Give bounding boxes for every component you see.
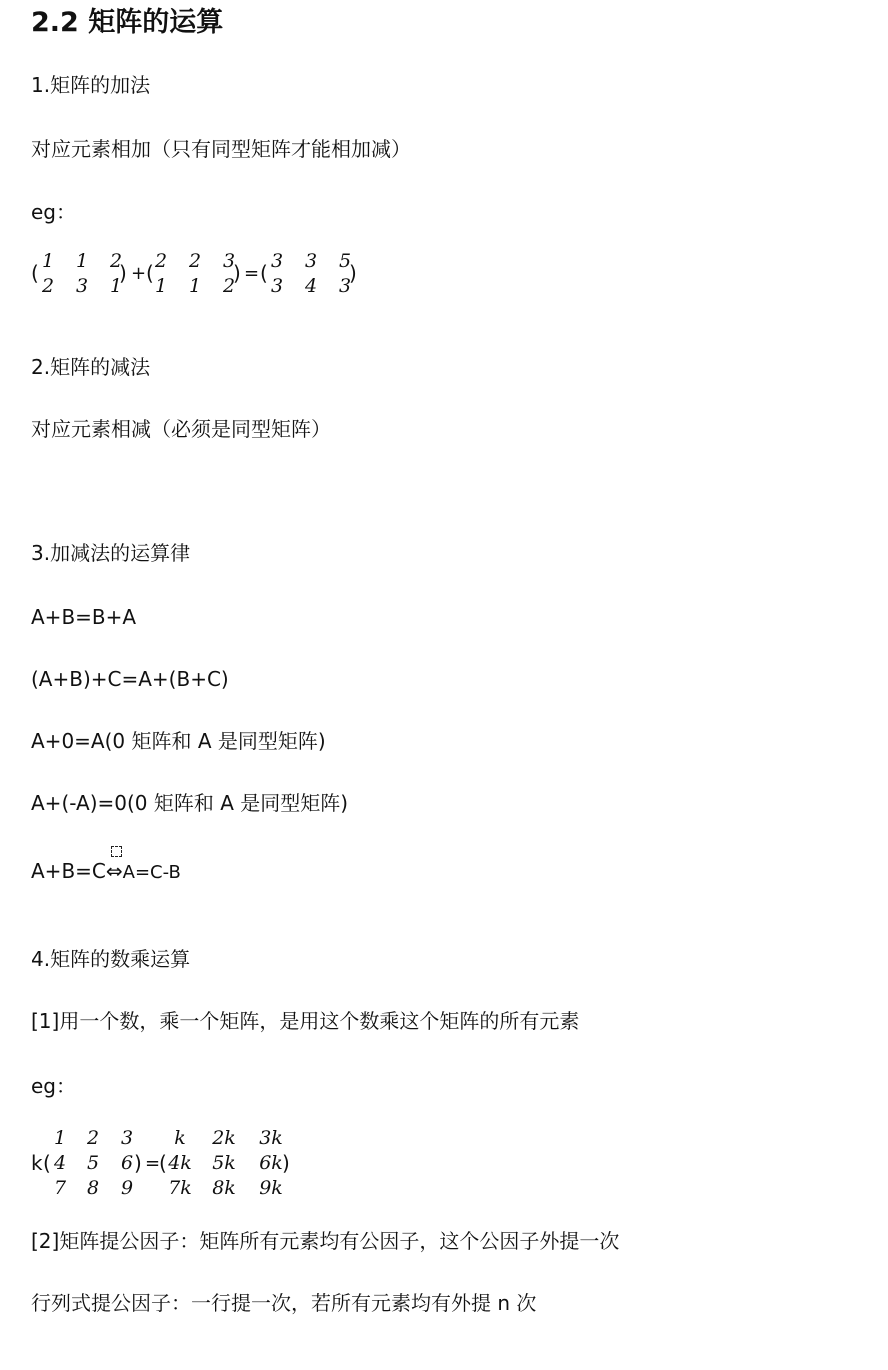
equals-sign: = bbox=[145, 1153, 161, 1174]
rule-associative: (A+B)+C=A+(B+C) bbox=[31, 667, 229, 691]
close-paren: ) bbox=[233, 261, 241, 285]
matrix-a-cell: 1 bbox=[41, 250, 55, 272]
matrix-b-cell: 3 bbox=[222, 250, 236, 272]
rule-commutative: A+B=B+A bbox=[31, 605, 137, 629]
rule-equivalence bbox=[31, 858, 181, 886]
rule-equivalence-left: A+B=C bbox=[31, 859, 106, 883]
matrix-c-cell: 3 bbox=[270, 250, 284, 272]
open-paren: ( bbox=[31, 261, 39, 285]
right-matrix-cell: 6k bbox=[259, 1152, 283, 1174]
rule-negative-matrix: A+(-A)=0(0 矩阵和 A 是同型矩阵) bbox=[31, 791, 349, 815]
close-paren: ) bbox=[134, 1151, 142, 1175]
matrix-a-cell: 1 bbox=[75, 250, 89, 272]
left-matrix-cell: 4 bbox=[53, 1152, 67, 1174]
matrix-b-cell: 2 bbox=[222, 275, 236, 297]
rule-zero-matrix: A+0=A(0 矩阵和 A 是同型矩阵) bbox=[31, 729, 326, 753]
close-paren: ) bbox=[349, 261, 357, 285]
left-matrix-cell: 6 bbox=[120, 1152, 134, 1174]
matrix-b-cell: 1 bbox=[154, 275, 168, 297]
matrix-a-cell: 2 bbox=[41, 275, 55, 297]
open-paren: ( bbox=[43, 1151, 51, 1175]
right-matrix-cell: 4k bbox=[168, 1152, 192, 1174]
section-heading-addition: 1.矩阵的加法 bbox=[31, 73, 151, 97]
matrix-a-cell: 1 bbox=[109, 275, 123, 297]
right-matrix-cell: 9k bbox=[259, 1177, 283, 1199]
matrix-a-cell: 3 bbox=[75, 275, 89, 297]
right-matrix-cell: 7k bbox=[168, 1177, 192, 1199]
matrix-c-cell: 5 bbox=[338, 250, 352, 272]
section-heading-scalar: 4.矩阵的数乘运算 bbox=[31, 947, 191, 971]
matrix-b-cell: 2 bbox=[154, 250, 168, 272]
right-matrix-cell: 3k bbox=[259, 1127, 283, 1149]
left-matrix-cell: 8 bbox=[86, 1177, 100, 1199]
open-paren: ( bbox=[146, 261, 154, 285]
section-heading-subtraction: 2.矩阵的减法 bbox=[31, 355, 151, 379]
scalar-point-2: [2]矩阵提公因子：矩阵所有元素均有公因子，这个公因子外提一次 bbox=[31, 1229, 620, 1253]
matrix-c-cell: 3 bbox=[338, 275, 352, 297]
left-matrix-cell: 5 bbox=[86, 1152, 100, 1174]
left-matrix-cell: 7 bbox=[53, 1177, 67, 1199]
equivalence-arrow-icon bbox=[106, 858, 123, 884]
section-heading-rules: 3.加减法的运算律 bbox=[31, 541, 191, 565]
left-matrix-cell: 3 bbox=[120, 1127, 134, 1149]
open-paren: ( bbox=[260, 261, 268, 285]
plus-sign: + bbox=[131, 263, 147, 284]
scalar-point-3: 行列式提公因子：一行提一次，若所有元素均有外提 n 次 bbox=[31, 1291, 537, 1315]
close-paren: ) bbox=[282, 1151, 290, 1175]
addition-description: 对应元素相加（只有同型矩阵才能相加减） bbox=[31, 137, 411, 161]
eg-label: eg： bbox=[31, 200, 76, 224]
equivalence-arrow-glyph: ⇔ bbox=[105, 859, 123, 883]
close-paren: ) bbox=[119, 261, 127, 285]
right-matrix-cell: 2k bbox=[212, 1127, 236, 1149]
right-matrix-cell: 5k bbox=[212, 1152, 236, 1174]
eg-label: eg： bbox=[31, 1074, 76, 1098]
placeholder-box-icon bbox=[111, 846, 122, 857]
open-paren: ( bbox=[159, 1151, 167, 1175]
left-matrix-cell: 1 bbox=[53, 1127, 67, 1149]
subtraction-description: 对应元素相减（必须是同型矩阵） bbox=[31, 417, 331, 441]
equals-sign: = bbox=[244, 263, 260, 284]
matrix-c-cell: 3 bbox=[270, 275, 284, 297]
right-matrix-cell: k bbox=[174, 1127, 186, 1149]
right-matrix-cell: 8k bbox=[212, 1177, 236, 1199]
rule-equivalence-right: A=C-B bbox=[122, 862, 181, 883]
scalar-point-1: [1]用一个数，乘一个矩阵，是用这个数乘这个矩阵的所有元素 bbox=[31, 1009, 580, 1033]
matrix-b-cell: 1 bbox=[188, 275, 202, 297]
matrix-c-cell: 4 bbox=[304, 275, 318, 297]
scalar-k: k bbox=[31, 1151, 43, 1175]
left-matrix-cell: 9 bbox=[120, 1177, 134, 1199]
page-title: 2.2 矩阵的运算 bbox=[31, 7, 224, 38]
left-matrix-cell: 2 bbox=[86, 1127, 100, 1149]
matrix-b-cell: 2 bbox=[188, 250, 202, 272]
matrix-c-cell: 3 bbox=[304, 250, 318, 272]
matrix-a-cell: 2 bbox=[109, 250, 123, 272]
